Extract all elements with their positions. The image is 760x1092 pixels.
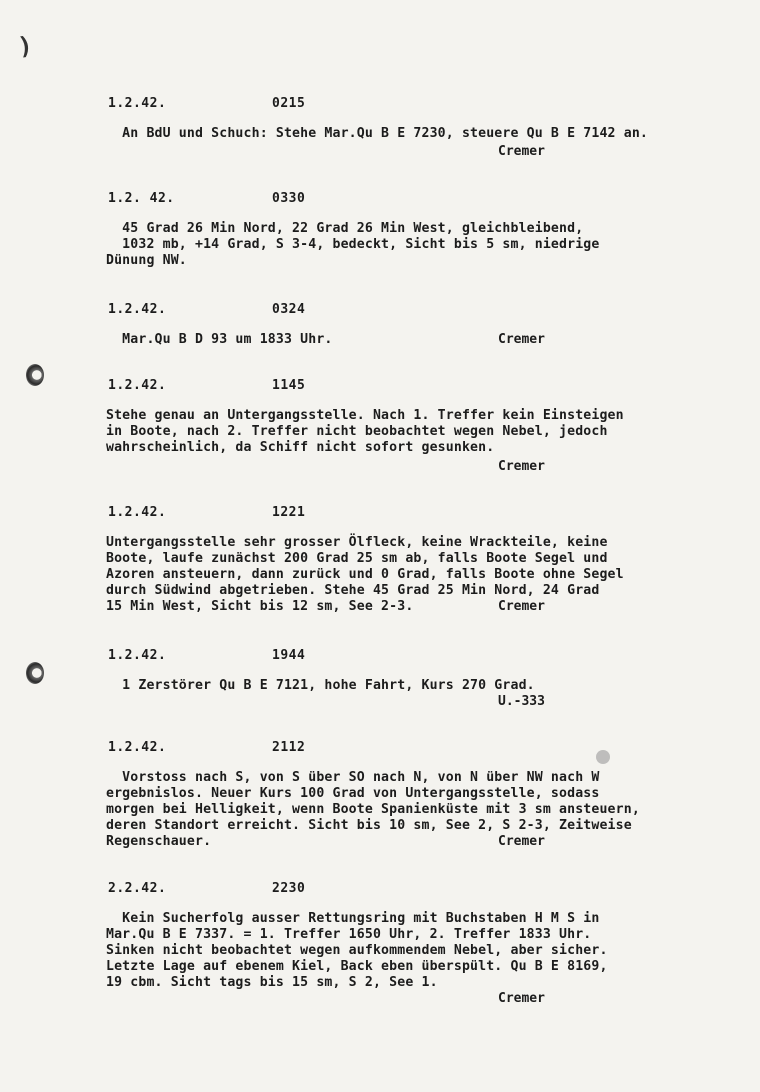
entry-date: 1.2.42. [108, 378, 167, 393]
entry-text: 1 Zerstörer Qu B E 7121, hohe Fahrt, Kurs 270 Grad. [106, 678, 535, 693]
entry-signature: Cremer [498, 834, 545, 849]
entry-time: 2112 [272, 740, 306, 755]
entry-signature: Cremer [498, 599, 545, 614]
entry-text: Vorstoss nach S, von S über SO nach N, von N über NW nach W ergebnislos. Neuer Kurs 100 Grad von Untergangsstelle, sodass morgen bei Helligkeit, wenn Boote Spanienküste mit 3 sm ansteuern, deren Standort erreicht. Sicht bis 10 sm, See 2, S 2-3, Zeitweise Regenschauer. [106, 770, 640, 849]
entry-date: 1.2.42. [108, 96, 167, 111]
punch-hole-top [26, 364, 44, 386]
entry-signature: Cremer [498, 991, 545, 1006]
entry-time: 0330 [272, 191, 306, 206]
entry-time: 1145 [272, 378, 306, 393]
punch-hole-bottom [26, 662, 44, 684]
margin-mark: ) [16, 31, 35, 61]
ink-smudge [596, 750, 610, 764]
entry-date: 1.2.42. [108, 648, 167, 663]
entry-text: Mar.Qu B D 93 um 1833 Uhr. [106, 332, 333, 347]
entry-time: 2230 [272, 881, 306, 896]
entry-text: Untergangsstelle sehr grosser Ölfleck, keine Wrackteile, keine Boote, laufe zunächst 200 Grad 25 sm ab, falls Boote Segel und Azoren ansteuern, dann zurück und 0 Grad, falls Boote ohne Segel durch Südwind abgetrieben. Stehe 45 Grad 25 Min Nord, 24 Grad 15 Min West, Sicht bis 12 sm, See 2-3. [106, 535, 624, 614]
entry-text: An BdU und Schuch: Stehe Mar.Qu B E 7230, steuere Qu B E 7142 an. [106, 126, 648, 141]
entry-signature: Cremer [498, 459, 545, 474]
entry-text: Stehe genau an Untergangsstelle. Nach 1. Treffer kein Einsteigen in Boote, nach 2. Treffer nicht beobachtet wegen Nebel, jedoch wahrscheinlich, da Schiff nicht sofort gesunken. [106, 408, 624, 455]
entry-signature: U.-333 [498, 694, 545, 709]
entry-text: Kein Sucherfolg ausser Rettungsring mit Buchstaben H M S in Mar.Qu B E 7337. = 1. Treffer 1650 Uhr, 2. Treffer 1833 Uhr. Sinken nicht beobachtet wegen aufkommendem Nebel, aber sicher. Letzte Lage auf ebenem Kiel, Back eben überspült. Qu B E 8169, 19 cbm. Sicht tags bis 15 sm, S 2, See 1. [106, 911, 608, 990]
entry-date: 2.2.42. [108, 881, 167, 896]
entry-signature: Cremer [498, 332, 545, 347]
entry-text: 45 Grad 26 Min Nord, 22 Grad 26 Min West, gleichbleibend, 1032 mb, +14 Grad, S 3-4, bedeckt, Sicht bis 5 sm, niedrige Dünung NW. [106, 221, 600, 268]
entry-time: 0215 [272, 96, 306, 111]
entry-time: 0324 [272, 302, 306, 317]
entry-signature: Cremer [498, 144, 545, 159]
entry-date: 1.2.42. [108, 505, 167, 520]
entry-date: 1.2.42. [108, 302, 167, 317]
entry-time: 1944 [272, 648, 306, 663]
entry-date: 1.2.42. [108, 740, 167, 755]
entry-time: 1221 [272, 505, 306, 520]
entry-date: 1.2. 42. [108, 191, 175, 206]
